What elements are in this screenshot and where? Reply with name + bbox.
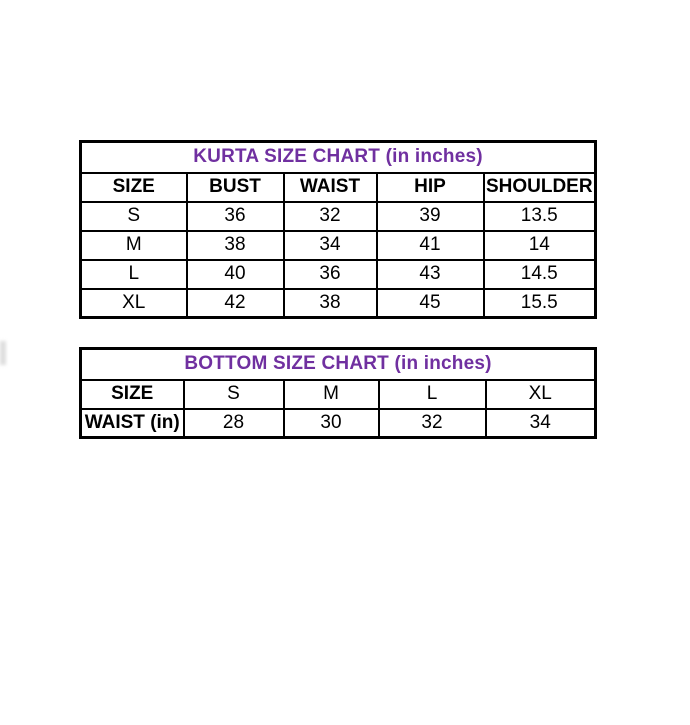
table-cell: 32: [284, 202, 377, 231]
table-cell: S: [81, 202, 187, 231]
table-cell: 43: [377, 260, 484, 289]
table-cell: 39: [377, 202, 484, 231]
column-header-s: S: [184, 380, 284, 409]
bottom-size-chart-table: [79, 347, 597, 439]
table-row: [81, 289, 596, 318]
table-cell: 34: [486, 409, 596, 438]
column-header-shoulder: SHOULDER: [484, 173, 596, 202]
table-cell: L: [81, 260, 187, 289]
column-header-xl: XL: [486, 380, 596, 409]
table-cell: 42: [187, 289, 284, 318]
table-cell: 41: [377, 231, 484, 260]
column-header-size: SIZE: [81, 173, 187, 202]
table-row: [81, 173, 596, 202]
table-cell: 15.5: [484, 289, 596, 318]
table-cell: 38: [187, 231, 284, 260]
page-edge-smudge: [0, 341, 6, 365]
table-row: [81, 142, 596, 173]
row-header-size: SIZE: [81, 380, 184, 409]
table-row: [81, 202, 596, 231]
column-header-m: M: [284, 380, 379, 409]
table-cell: 14.5: [484, 260, 596, 289]
table-cell: 36: [187, 202, 284, 231]
table-cell: 40: [187, 260, 284, 289]
column-header-l: L: [379, 380, 486, 409]
table-cell: M: [81, 231, 187, 260]
table-cell: 45: [377, 289, 484, 318]
table-cell: 32: [379, 409, 486, 438]
column-header-bust: BUST: [187, 173, 284, 202]
column-header-waist: WAIST: [284, 173, 377, 202]
table-cell: 14: [484, 231, 596, 260]
row-header-waist: WAIST (in): [81, 409, 184, 438]
table-cell: 28: [184, 409, 284, 438]
table-row: [81, 380, 596, 409]
table-row: [81, 231, 596, 260]
table-cell: XL: [81, 289, 187, 318]
table-row: [81, 260, 596, 289]
column-header-hip: HIP: [377, 173, 484, 202]
kurta-chart-title: KURTA SIZE CHART (in inches): [81, 142, 596, 173]
table-cell: 13.5: [484, 202, 596, 231]
table-cell: 36: [284, 260, 377, 289]
table-row: [81, 349, 596, 380]
table-cell: 38: [284, 289, 377, 318]
table-row: [81, 409, 596, 438]
kurta-size-chart-table: [79, 140, 597, 319]
bottom-chart-title: BOTTOM SIZE CHART (in inches): [81, 349, 596, 380]
table-cell: 30: [284, 409, 379, 438]
table-cell: 34: [284, 231, 377, 260]
